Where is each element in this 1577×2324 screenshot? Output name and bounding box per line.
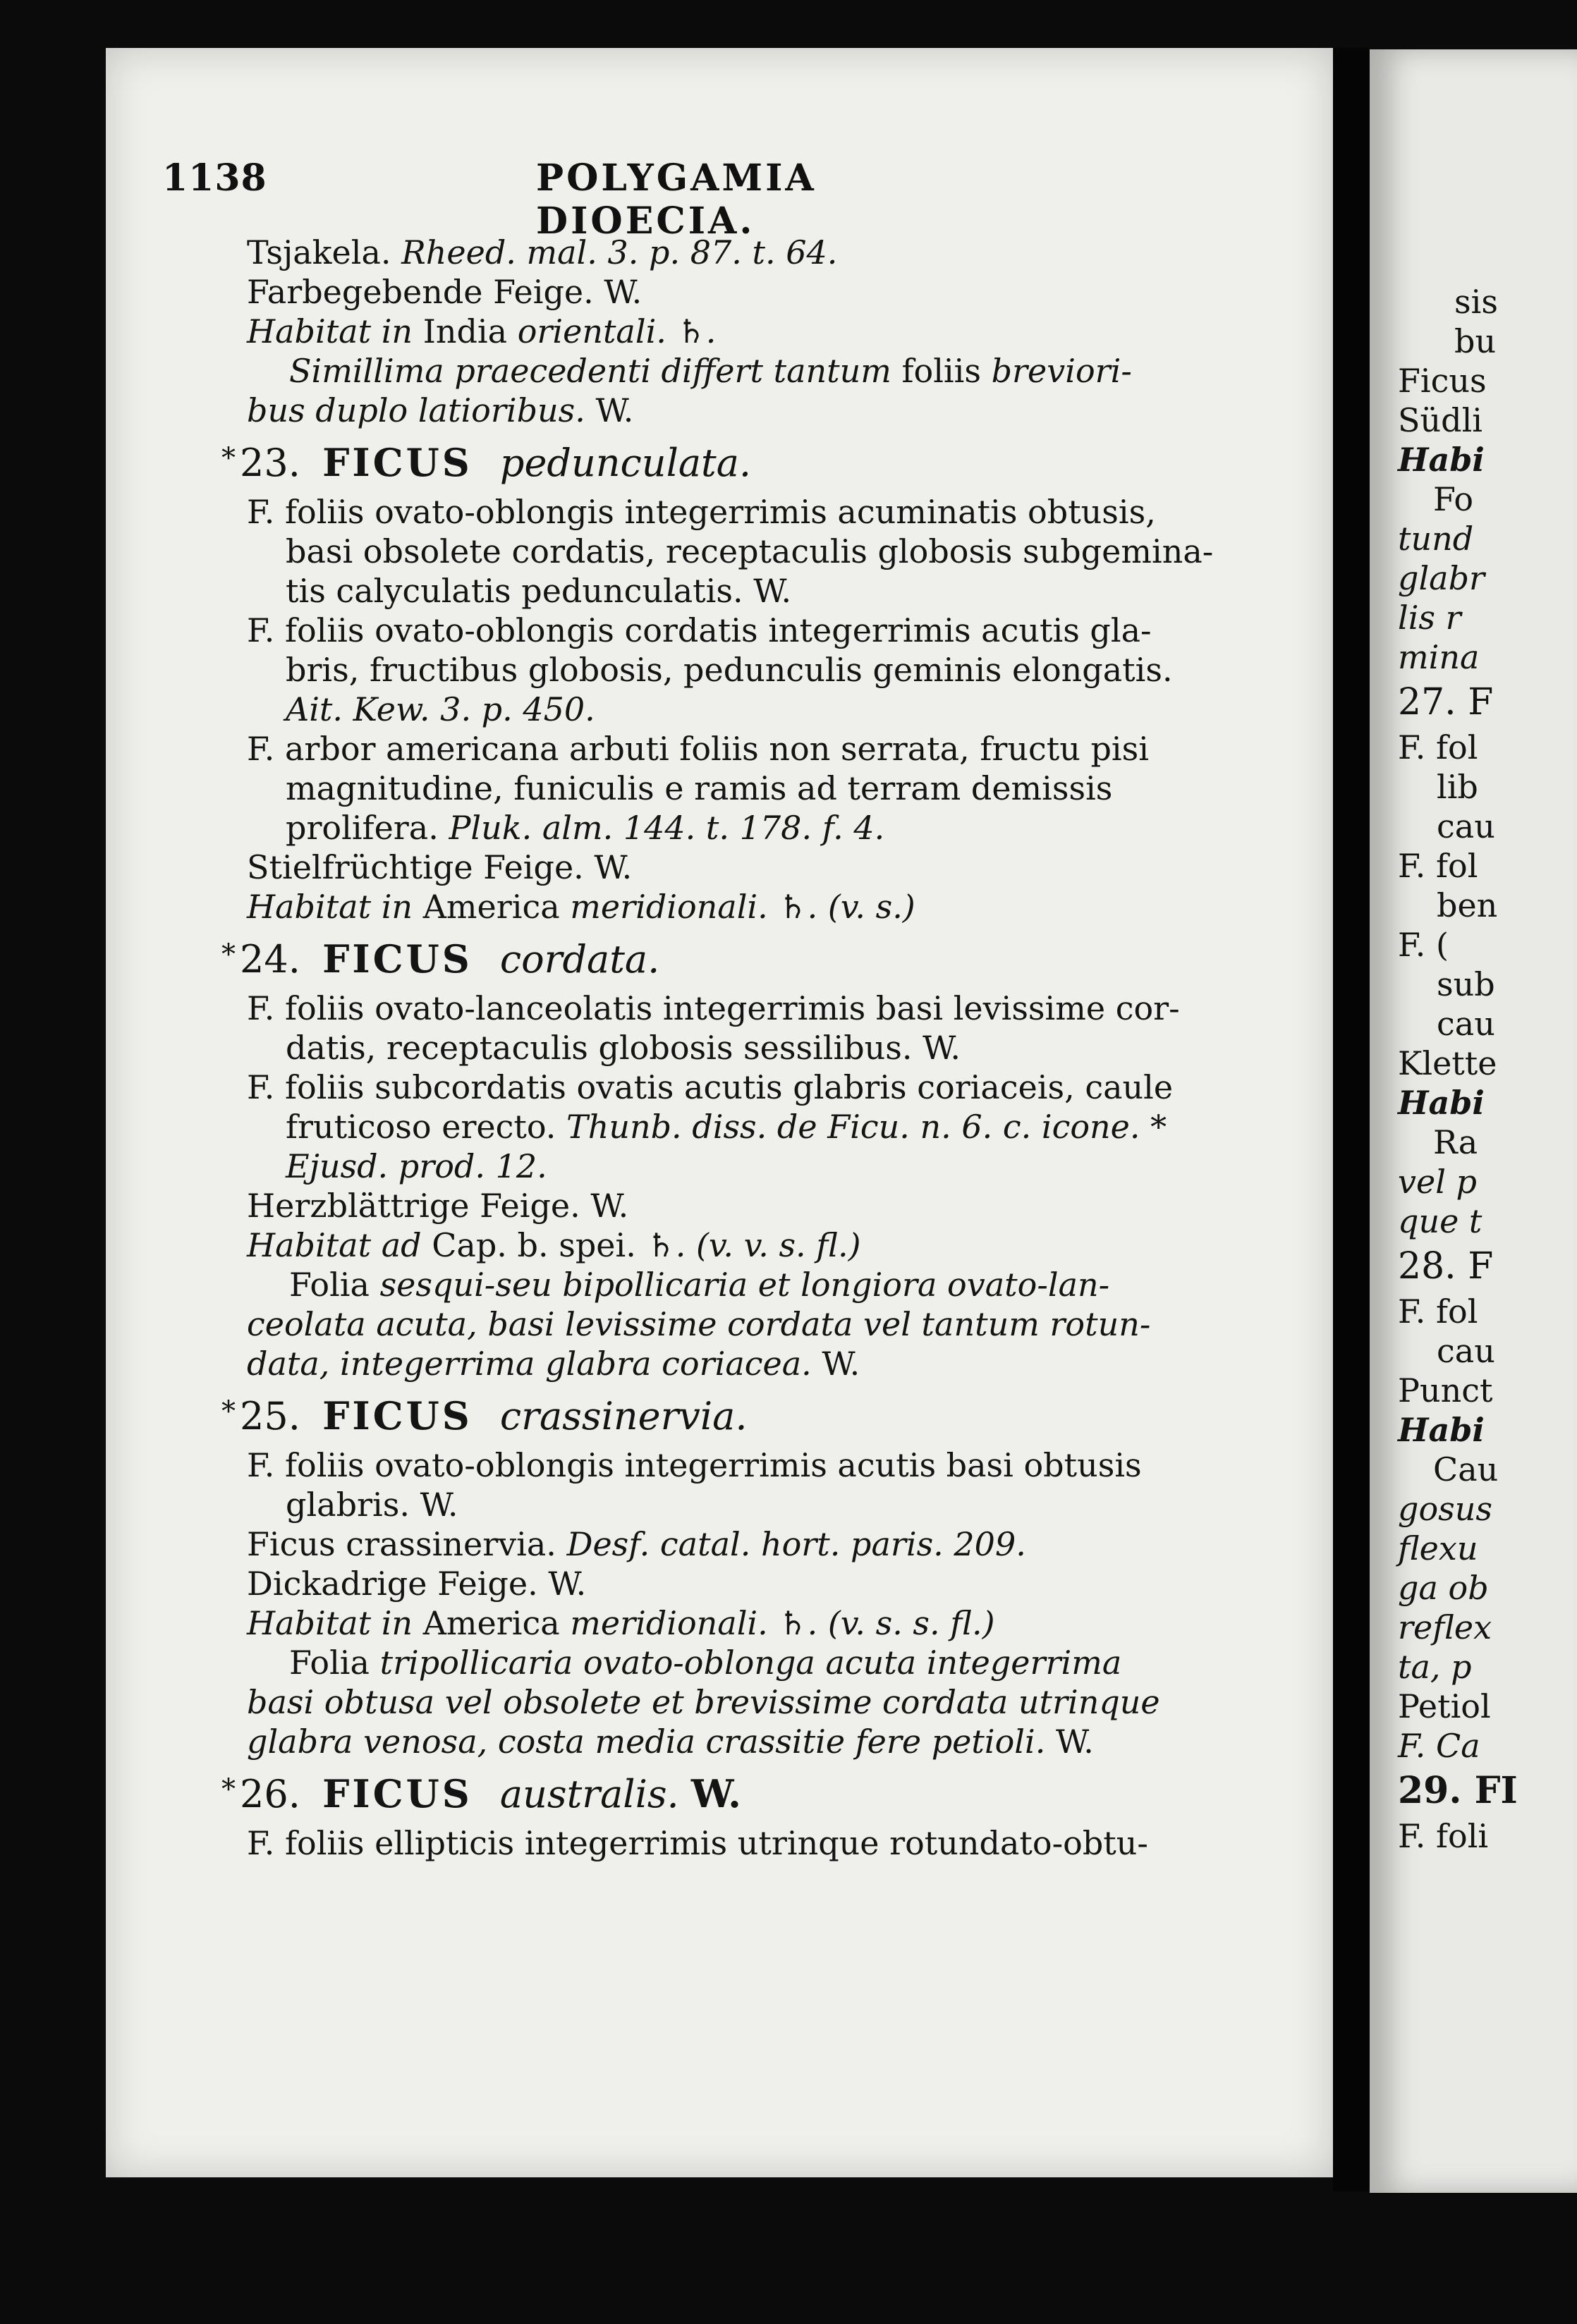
text-line: datis, receptaculis globosis sessilibus. W. xyxy=(286,1029,961,1067)
species-epithet: australis. xyxy=(499,1772,679,1816)
text-line: 28. F xyxy=(1398,1245,1494,1288)
text-line: Ficus crassinervia. Desf. catal. hort. paris. 209. xyxy=(247,1525,1026,1563)
text-line: que t xyxy=(1398,1202,1482,1240)
text-line: Habitat in America meridionali. ♄. (v. s.) xyxy=(247,888,915,926)
text-line: reflex xyxy=(1398,1608,1492,1646)
text-line: vel p xyxy=(1398,1163,1477,1201)
right-page xyxy=(1370,49,1577,2193)
right-page-text xyxy=(1398,282,1577,1856)
species-author: W. xyxy=(690,1771,741,1816)
asterisk-icon: * xyxy=(221,442,236,475)
text-line: Klette xyxy=(1398,1044,1497,1082)
text-line: Folia sesqui-seu bipollicaria et longiora ovato-lan- xyxy=(289,1266,1110,1304)
main-text xyxy=(221,233,1262,1863)
text-line: F. Ca xyxy=(1398,1727,1480,1765)
text-line: ben xyxy=(1437,886,1498,924)
species-number: 26. xyxy=(240,1772,300,1816)
text-line: F. foli xyxy=(1398,1817,1489,1855)
species-epithet: cordata. xyxy=(499,937,660,981)
text-line: Petiol xyxy=(1398,1687,1491,1725)
species-heading xyxy=(221,437,1262,488)
genus-name: FICUS xyxy=(322,1771,473,1816)
species-epithet: pedunculata. xyxy=(499,441,752,485)
text-line: F. fol xyxy=(1398,847,1478,885)
text-line: sis xyxy=(1454,283,1498,321)
text-line: Dickadrige Feige. W. xyxy=(247,1565,587,1603)
text-line: Cau xyxy=(1433,1450,1499,1488)
text-line: bu xyxy=(1454,322,1497,360)
text-line: Punct xyxy=(1398,1371,1493,1409)
species-heading xyxy=(221,934,1262,984)
text-line: Herzblättrige Feige. W. xyxy=(247,1187,629,1225)
text-line: F. fol xyxy=(1398,1292,1478,1331)
text-line: 29. FI xyxy=(1398,1769,1518,1812)
text-line: gosus xyxy=(1398,1490,1492,1528)
text-line: lib xyxy=(1437,768,1478,806)
text-line: data, integerrima glabra coriacea. W. xyxy=(247,1345,860,1383)
text-line: bus duplo latioribus. W. xyxy=(247,391,634,429)
genus-name: FICUS xyxy=(322,936,473,981)
text-line: lis r xyxy=(1398,599,1461,637)
text-line: bris, fructibus globosis, pedunculis geminis elongatis. xyxy=(286,651,1173,689)
running-head xyxy=(162,157,994,243)
text-line: Habi xyxy=(1398,1084,1485,1122)
genus-name: FICUS xyxy=(322,1393,473,1438)
book-gutter xyxy=(1333,48,1370,2191)
text-line: Farbegebende Feige. W. xyxy=(247,273,643,311)
text-line: F. ( xyxy=(1398,926,1449,964)
species-heading xyxy=(221,1768,1262,1819)
text-line: ceolata acuta, basi levissime cordata vel tantum rotun- xyxy=(247,1305,1151,1343)
page-title: POLYGAMIA DIOECIA. xyxy=(536,157,817,243)
text-line: F. foliis ovato-oblongis integerrimis acutis basi obtusis xyxy=(247,1446,1142,1484)
text-line: Fo xyxy=(1433,480,1474,518)
text-line: fruticoso erecto. Thunb. diss. de Ficu. n. 6. c. icone. * xyxy=(286,1108,1167,1146)
asterisk-icon: * xyxy=(221,1395,236,1428)
text-line: Habi xyxy=(1398,441,1485,479)
species-number: 23. xyxy=(240,441,300,485)
text-line: prolifera. Pluk. alm. 144. t. 178. f. 4. xyxy=(286,809,885,847)
text-line: Tsjakela. Rheed. mal. 3. p. 87. t. 64. xyxy=(247,233,838,271)
text-line: cau xyxy=(1437,1332,1495,1370)
text-line: F. foliis subcordatis ovatis acutis glabris coriaceis, caule xyxy=(247,1068,1174,1106)
text-line: ga ob xyxy=(1398,1569,1489,1607)
text-line: F. arbor americana arbuti foliis non serrata, fructu pisi xyxy=(247,730,1149,768)
text-line: Ra xyxy=(1433,1123,1478,1161)
text-line: F. foliis ovato-oblongis integerrimis acuminatis obtusis, xyxy=(247,493,1156,531)
asterisk-icon: * xyxy=(221,1773,236,1806)
text-line: 27. F xyxy=(1398,681,1494,723)
text-line: cau xyxy=(1437,1005,1495,1043)
text-line: Südli xyxy=(1398,401,1483,439)
text-line: basi obsolete cordatis, receptaculis globosis subgemina- xyxy=(286,532,1214,570)
text-line: Ficus xyxy=(1398,362,1487,400)
text-line: tund xyxy=(1398,520,1474,558)
text-line: F. foliis ellipticis integerrimis utrinque rotundato-obtu- xyxy=(247,1824,1148,1862)
text-line: Habitat in America meridionali. ♄. (v. s. s. fl.) xyxy=(247,1604,995,1642)
text-line: basi obtusa vel obsolete et brevissime cordata utrinque xyxy=(247,1683,1160,1721)
text-line: sub xyxy=(1437,965,1495,1003)
text-line: Simillima praecedenti differt tantum foliis breviori- xyxy=(289,352,1132,390)
text-line: F. foliis ovato-oblongis cordatis integerrimis acutis gla- xyxy=(247,611,1152,649)
text-line: glabra venosa, costa media crassitie fere petioli. W. xyxy=(247,1723,1094,1761)
text-line: Ejusd. prod. 12. xyxy=(286,1147,547,1185)
text-line: Habitat ad Cap. b. spei. ♄. (v. v. s. fl.) xyxy=(247,1226,861,1264)
genus-name: FICUS xyxy=(322,440,473,485)
species-heading xyxy=(221,1390,1262,1441)
species-number: 24. xyxy=(240,937,300,981)
page-number: 1138 xyxy=(162,157,267,200)
text-line: cau xyxy=(1437,807,1495,845)
text-line: glabr xyxy=(1398,559,1485,597)
text-line: flexu xyxy=(1398,1529,1478,1567)
text-line: F. foliis ovato-lanceolatis integerrimis basi levissime cor- xyxy=(247,989,1180,1027)
text-line: Habitat in India orientali. ♄. xyxy=(247,312,717,350)
text-line: Ait. Kew. 3. p. 450. xyxy=(286,690,595,728)
asterisk-icon: * xyxy=(221,938,236,971)
text-line: tis calyculatis pedunculatis. W. xyxy=(286,572,792,610)
species-epithet: crassinervia. xyxy=(499,1394,748,1438)
text-line: F. fol xyxy=(1398,728,1478,766)
text-line: ta, p xyxy=(1398,1648,1472,1686)
text-line: Folia tripollicaria ovato-oblonga acuta integerrima xyxy=(289,1644,1122,1682)
species-number: 25. xyxy=(240,1394,300,1438)
text-line: Stielfrüchtige Feige. W. xyxy=(247,848,633,886)
text-line: glabris. W. xyxy=(286,1486,458,1524)
text-line: Habi xyxy=(1398,1411,1485,1449)
text-line: magnitudine, funiculis e ramis ad terram demissis xyxy=(286,769,1113,807)
text-line: mina xyxy=(1398,638,1480,676)
